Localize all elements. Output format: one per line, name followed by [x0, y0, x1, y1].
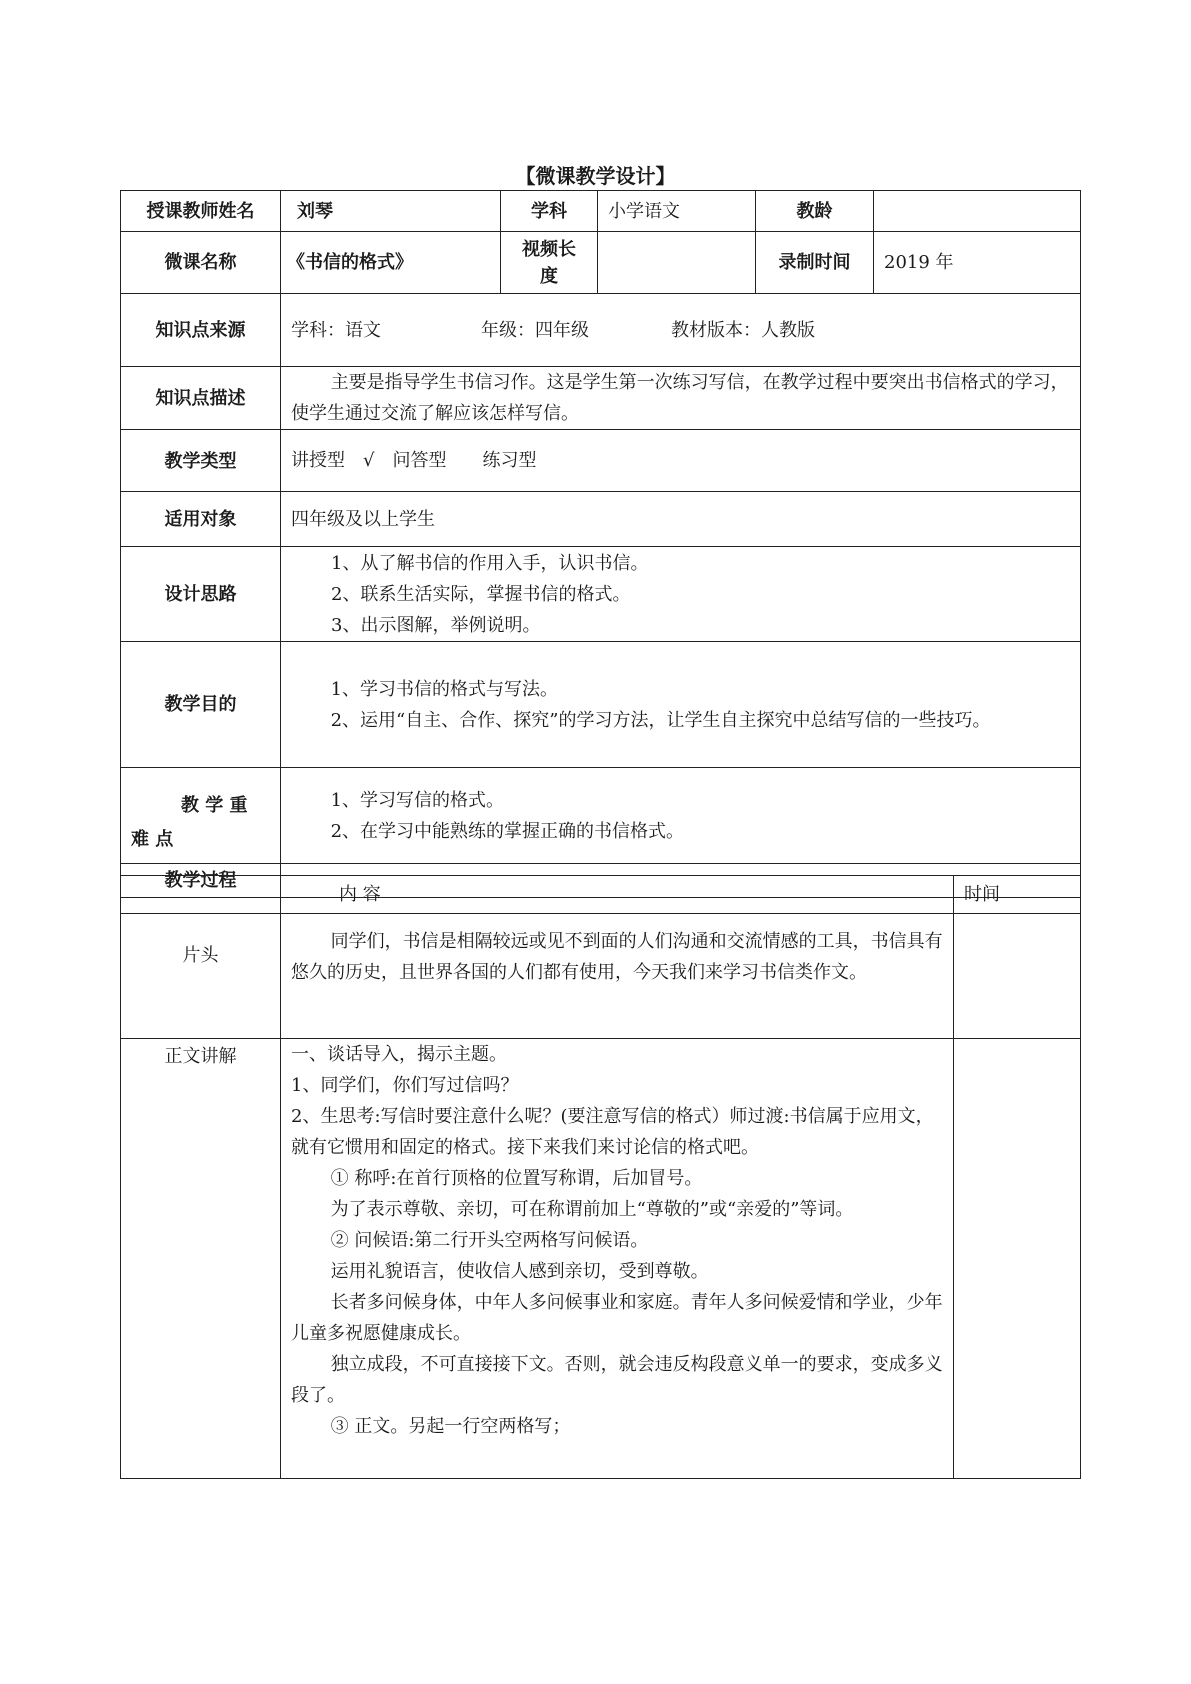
info-table	[120, 190, 1081, 898]
source-subject: 学科：语文	[291, 319, 381, 341]
process-line: ② 问候语:第二行开头空两格写问候语。	[330, 1230, 649, 1251]
process-line: 独立成段，不可直接接下文。否则，就会违反构段意义单一的要求，变成多义段了。	[291, 1354, 943, 1406]
process-header-content: 内 容	[281, 876, 954, 914]
process-content	[281, 1039, 954, 1479]
row-audience	[121, 492, 1081, 547]
source-grade: 年级：四年级	[481, 319, 589, 341]
process-line: 2、生思考:写信时要注意什么呢？(要注意写信的格式）师过渡:书信属于应用文，就有它惯用和固定的格式。接下来我们来讨论信的格式吧。	[291, 1106, 934, 1158]
process-table	[120, 875, 1081, 1479]
process-section: 正文讲解	[121, 1039, 281, 1479]
process-line: ① 称呼:在首行顶格的位置写称谓，后加冒号。	[330, 1168, 703, 1189]
course-name-value: 《书信的格式》	[281, 232, 501, 294]
process-line: 为了表示尊敬、亲切，可在称谓前加上“尊敬的”或“亲爱的”等词。	[330, 1199, 854, 1220]
process-line: 长者多问候身体，中年人多问候事业和家庭。青年人多问候爱情和学业，少年儿童多祝愿健康成长。	[291, 1292, 943, 1344]
page-title: 【微课教学设计】	[515, 164, 676, 188]
process-line: 同学们，书信是相隔较远或见不到面的人们沟通和交流情感的工具，书信具有悠久的历史，且世界各国的人们都有使用，今天我们来学习书信类作文。	[291, 931, 943, 983]
row-description	[121, 367, 1081, 430]
subject-value: 小学语文	[598, 191, 756, 232]
process-row	[121, 1039, 1081, 1479]
process-time	[954, 914, 1081, 1039]
record-time-value: 2019 年	[874, 232, 1081, 294]
process-row	[121, 914, 1081, 1039]
design-line: 1、从了解书信的作用入手，认识书信。	[331, 552, 649, 574]
goals-line: 2、运用“自主、合作、探究”的学习方法，让学生自主探究中总结写信的一些技巧。	[330, 709, 991, 731]
teacher-label: 授课教师姓名	[121, 191, 281, 232]
process-header-row	[121, 876, 1081, 914]
key-points-label: 教 学 重 难 点	[121, 768, 281, 864]
process-content	[281, 914, 954, 1039]
row-teacher	[121, 191, 1081, 232]
source-value	[281, 294, 1081, 367]
design-value	[281, 547, 1081, 642]
design-line: 3、出示图解，举例说明。	[331, 614, 541, 636]
process-header-time: 时间	[954, 876, 1081, 914]
source-edition: 教材版本：人教版	[671, 319, 815, 341]
record-time-label: 录制时间	[756, 232, 874, 294]
design-label: 设计思路	[121, 547, 281, 642]
teacher-value: 刘琴	[281, 191, 501, 232]
years-label: 教龄	[756, 191, 874, 232]
process-label: 教学过程	[121, 864, 281, 898]
row-source	[121, 294, 1081, 367]
row-key-points	[121, 768, 1081, 864]
process-time	[954, 1039, 1081, 1479]
type-label: 教学类型	[121, 430, 281, 492]
process-line: ③ 正文。另起一行空两格写；	[330, 1416, 571, 1437]
process-line: 一、谈话导入，揭示主题。	[291, 1044, 507, 1065]
source-label: 知识点来源	[121, 294, 281, 367]
description-value: 主要是指导学生书信习作。这是学生第一次练习写信，在教学过程中要突出书信格式的学习，使学生通过交流了解应该怎样写信。	[281, 367, 1081, 430]
design-line: 2、联系生活实际，掌握书信的格式。	[331, 583, 631, 605]
key-points-value	[281, 768, 1081, 864]
key-points-line: 1、学习写信的格式。	[330, 789, 505, 811]
video-length-label: 视频长度	[501, 232, 598, 294]
row-course	[121, 232, 1081, 294]
key-points-line: 2、在学习中能熟练的掌握正确的书信格式。	[330, 820, 685, 842]
goals-label: 教学目的	[121, 642, 281, 768]
type-value: 讲授型 √ 问答型 练习型	[281, 430, 1081, 492]
goals-line: 1、学习书信的格式与写法。	[330, 678, 559, 700]
process-line: 1、同学们，你们写过信吗？	[291, 1075, 519, 1096]
row-type	[121, 430, 1081, 492]
row-goals	[121, 642, 1081, 768]
audience-label: 适用对象	[121, 492, 281, 547]
audience-value: 四年级及以上学生	[281, 492, 1081, 547]
course-name-label: 微课名称	[121, 232, 281, 294]
video-length-value	[598, 232, 756, 294]
process-section: 片头	[121, 914, 281, 1039]
years-value	[874, 191, 1081, 232]
description-label: 知识点描述	[121, 367, 281, 430]
process-line: 运用礼貌语言，使收信人感到亲切，受到尊敬。	[330, 1261, 709, 1282]
row-design	[121, 547, 1081, 642]
goals-value	[281, 642, 1081, 768]
process-header-empty	[121, 876, 281, 914]
subject-label: 学科	[501, 191, 598, 232]
